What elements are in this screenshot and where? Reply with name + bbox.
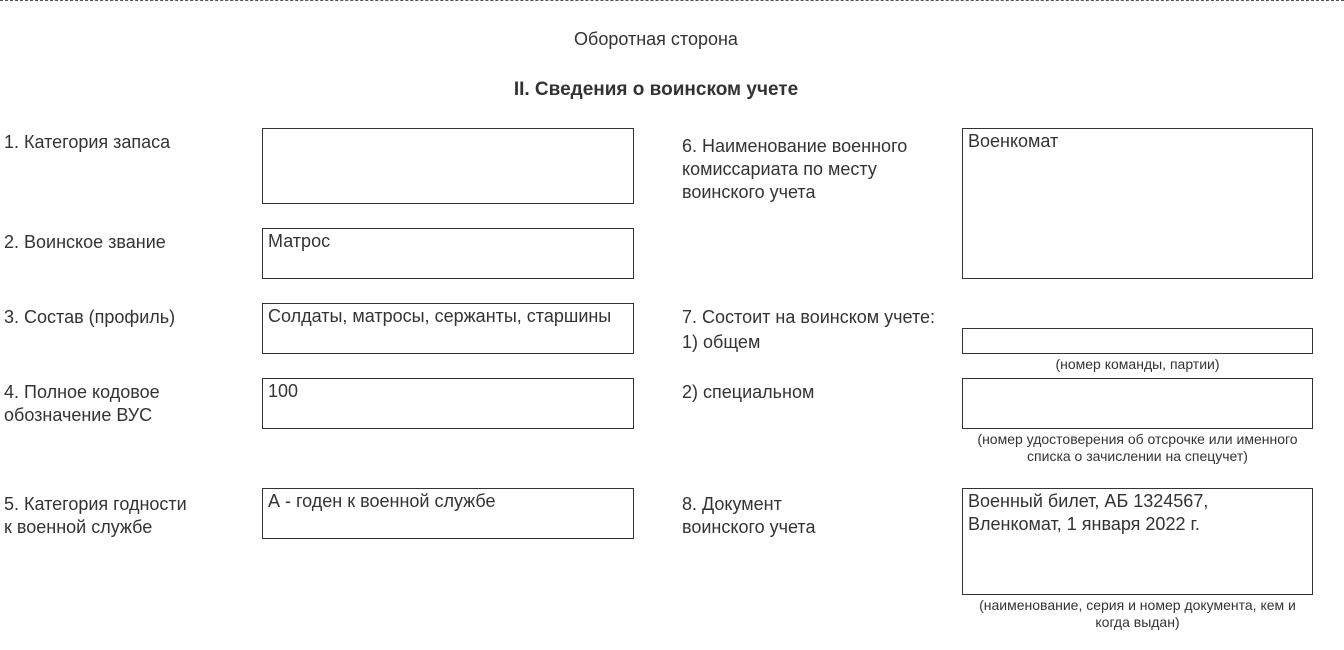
- reserve-category-label: 1. Категория запаса: [4, 132, 171, 152]
- military-rank-field[interactable]: Матрос: [262, 228, 634, 279]
- document-caption-line1: (наименование, серия и номер документа, кем и: [979, 597, 1296, 613]
- document-label-line1: 8. Документ: [682, 494, 782, 514]
- general-registration-field[interactable]: [962, 328, 1313, 354]
- special-registration-caption-line2: списка о зачислении на спецучет): [1027, 448, 1248, 464]
- commissariat-label-line1: 6. Наименование военного: [682, 136, 908, 156]
- section-title: II. Сведения о воинском учете: [513, 79, 799, 100]
- special-registration-caption-line1: (номер удостоверения об отсрочке или именного: [977, 431, 1298, 447]
- registration-label: 7. Состоит на воинском учете:: [682, 307, 936, 327]
- composition-field[interactable]: Солдаты, матросы, сержанты, старшины: [262, 303, 634, 354]
- document-label-line2: воинского учета: [682, 517, 816, 537]
- side-heading: Оборотная сторона: [574, 29, 738, 49]
- general-registration-label: 1) общем: [682, 332, 761, 352]
- vus-code-label-line2: обозначение ВУС: [4, 405, 153, 425]
- vus-code-field[interactable]: 100: [262, 378, 634, 429]
- commissariat-label-line2: комиссариата по месту: [682, 159, 877, 179]
- commissariat-label-line3: воинского учета: [682, 182, 816, 202]
- special-registration-field[interactable]: [962, 378, 1313, 429]
- dashed-top-border: [0, 0, 1344, 1]
- vus-code-label-line1: 4. Полное кодовое: [4, 382, 160, 402]
- composition-label: 3. Состав (профиль): [4, 307, 176, 327]
- special-registration-label: 2) специальном: [682, 382, 815, 402]
- military-rank-label: 2. Воинское звание: [4, 232, 166, 252]
- fitness-category-field[interactable]: А - годен к военной службе: [262, 488, 634, 539]
- document-field[interactable]: [962, 488, 1313, 595]
- document-caption-line2: когда выдан): [1095, 614, 1180, 630]
- document-value-line2: Вленкомат, 1 января 2022 г.: [968, 514, 1200, 534]
- general-registration-caption: (номер команды, партии): [1055, 356, 1220, 372]
- fitness-category-label-line1: 5. Категория годности: [4, 494, 187, 514]
- document-value-line1: Военный билет, АБ 1324567,: [968, 491, 1209, 511]
- fitness-category-label-line2: к военной службе: [4, 517, 153, 537]
- reserve-category-field[interactable]: [262, 128, 634, 204]
- commissariat-field[interactable]: Военкомат: [962, 128, 1313, 279]
